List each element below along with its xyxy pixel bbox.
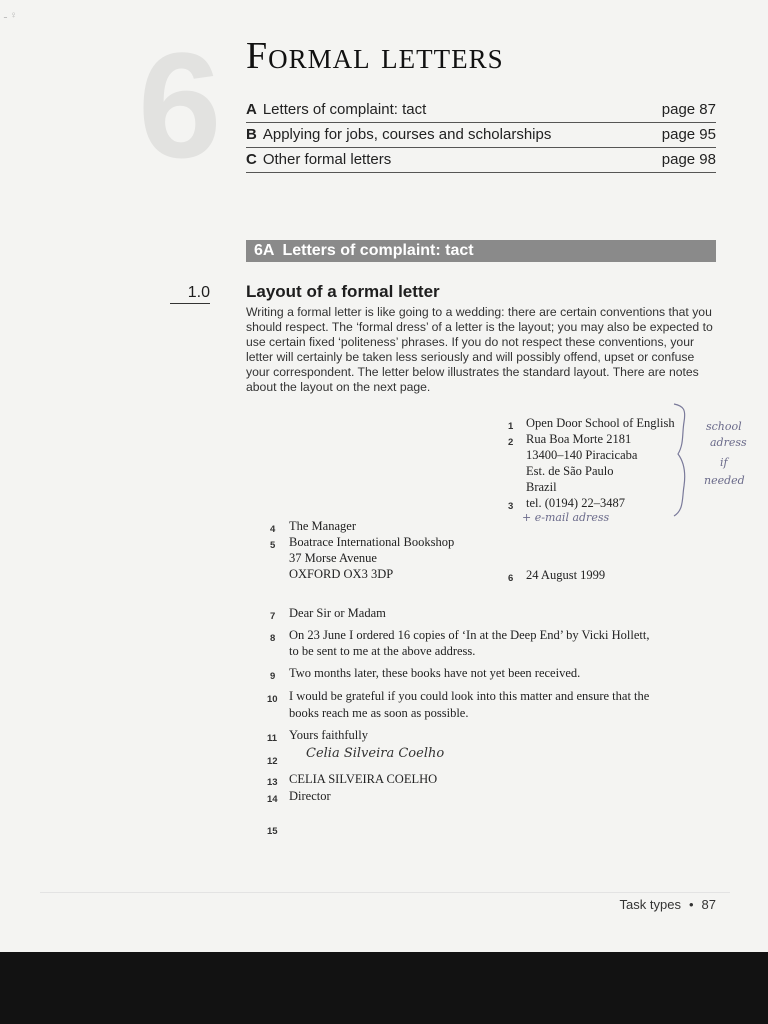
sender-line: Brazil bbox=[526, 480, 557, 494]
line-number: 2 bbox=[508, 437, 514, 448]
line-number: 3 bbox=[508, 501, 514, 512]
salutation: Dear Sir or Madam bbox=[289, 606, 386, 620]
line-number: 8 bbox=[270, 633, 276, 644]
letter-date: 24 August 1999 bbox=[526, 568, 606, 582]
sender-line: 13400–140 Piracicaba bbox=[526, 448, 638, 462]
toc-letter: B bbox=[246, 126, 257, 143]
line-number: 9 bbox=[270, 671, 276, 682]
paragraph-3-line: I would be grateful if you could look into this matter and ensure that the bbox=[289, 689, 650, 703]
subsection-number: 1.0 bbox=[170, 283, 210, 304]
toc-label: Applying for jobs, courses and scholarships bbox=[262, 126, 552, 143]
sender-telephone: tel. (0194) 22–3487 bbox=[526, 496, 625, 510]
toc-label: Letters of complaint: tact bbox=[262, 101, 427, 118]
line-number: 4 bbox=[270, 524, 276, 535]
subsection-heading: Layout of a formal letter bbox=[246, 282, 440, 301]
toc-row bbox=[246, 98, 716, 123]
recipient-line: Boatrace International Bookshop bbox=[289, 535, 455, 549]
line-number: 7 bbox=[270, 611, 276, 622]
handwritten-brace bbox=[672, 402, 696, 520]
handwritten-email-note: + e-mail adress bbox=[522, 511, 610, 524]
toc-letter: C bbox=[246, 151, 257, 168]
chapter-title: Formal letters bbox=[246, 35, 504, 77]
toc-letter: A bbox=[246, 101, 257, 118]
handwritten-side-note: school bbox=[706, 420, 742, 433]
line-number: 1 bbox=[508, 421, 514, 432]
line-number: 6 bbox=[508, 573, 514, 584]
footer-divider bbox=[40, 892, 730, 893]
handwritten-side-note: if bbox=[720, 456, 728, 469]
intro-paragraph: Writing a formal letter is like going to a wedding: there are certain conventions that you should respect. The ‘formal dress’ of a letter is the layout; you may also be expected to use certain fixed ‘politeness’ phrases. If you do not respect these conventions, your letter will certainly be taken less seriously and will possibly offend, upset or confuse your correspondent. The letter below illustrates the standard layout. There are notes about the layout on the next page. bbox=[246, 305, 713, 394]
closing: Yours faithfully bbox=[289, 728, 368, 742]
table-of-contents bbox=[246, 98, 716, 173]
toc-page: page 95 bbox=[661, 126, 716, 143]
handwritten-side-note: needed bbox=[704, 474, 745, 487]
job-title: Director bbox=[289, 789, 331, 803]
recipient-line: OXFORD OX3 3DP bbox=[289, 567, 394, 581]
section-header bbox=[246, 240, 716, 262]
toc-row bbox=[246, 123, 716, 148]
line-number: 13 bbox=[267, 777, 278, 788]
line-number: 5 bbox=[270, 540, 276, 551]
footer-page-number: 87 bbox=[701, 897, 716, 912]
corner-mark: ـ ♀ bbox=[4, 10, 18, 21]
footer-label: Task types bbox=[619, 897, 681, 912]
page-footer bbox=[620, 897, 716, 912]
line-number: 15 bbox=[267, 826, 278, 837]
paragraph-1-line: On 23 June I ordered 16 copies of ‘In at the Deep End’ by Vicki Hollett, bbox=[289, 628, 650, 642]
sender-line: Open Door School of English bbox=[526, 416, 675, 430]
recipient-line: The Manager bbox=[289, 519, 356, 533]
line-number: 14 bbox=[267, 794, 278, 805]
printed-name: CELIA SILVEIRA COELHO bbox=[289, 772, 438, 786]
toc-row bbox=[246, 148, 716, 173]
handwritten-side-note: adress bbox=[710, 436, 747, 449]
line-number: 11 bbox=[267, 733, 278, 744]
bullet-separator: • bbox=[688, 897, 694, 912]
toc-label: Other formal letters bbox=[262, 151, 392, 168]
signature: Celia Silveira Coelho bbox=[306, 746, 445, 761]
line-number: 12 bbox=[267, 756, 278, 767]
recipient-line: 37 Morse Avenue bbox=[289, 551, 377, 565]
section-code: 6A bbox=[254, 242, 275, 259]
section-title: Letters of complaint: tact bbox=[282, 242, 474, 259]
paragraph-1-line: to be sent to me at the above address. bbox=[289, 644, 476, 658]
paragraph-3-line: books reach me as soon as possible. bbox=[289, 706, 469, 720]
scan-edge-band bbox=[0, 952, 768, 1024]
toc-page: page 87 bbox=[661, 101, 716, 118]
paragraph-2: Two months later, these books have not yet been received. bbox=[289, 666, 581, 680]
sender-line: Est. de São Paulo bbox=[526, 464, 614, 478]
chapter-number: 6 bbox=[138, 21, 222, 189]
toc-page: page 98 bbox=[661, 151, 716, 168]
line-number: 10 bbox=[267, 694, 278, 705]
sender-line: Rua Boa Morte 2181 bbox=[526, 432, 632, 446]
